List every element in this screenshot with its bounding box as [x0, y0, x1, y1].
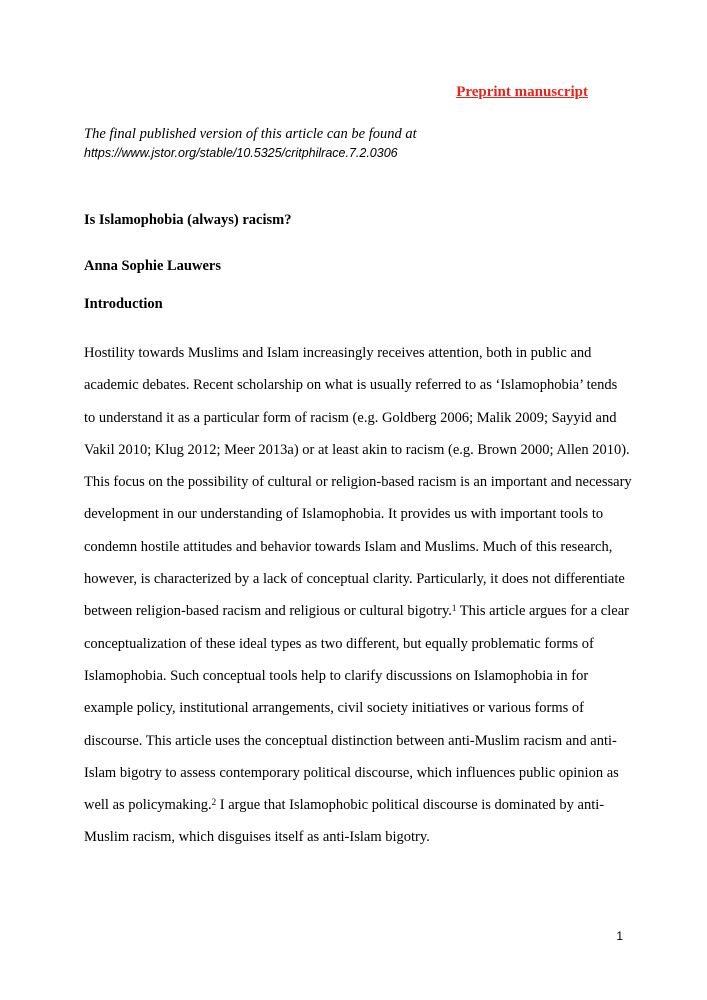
paragraph-line: example policy, institutional arrangements, civil society initiatives or various forms of	[84, 700, 584, 717]
paragraph-line: conceptualization of these ideal types as two different, but equally problematic forms of	[84, 635, 594, 652]
publication-note	[84, 125, 644, 163]
paragraph-line: Hostility towards Muslims and Islam increasingly receives attention, both in public and	[84, 345, 592, 361]
paragraph-line: Vakil 2010; Klug 2012; Meer 2013a) or at least akin to racism (e.g. Brown 2000; Allen 2010).	[84, 441, 630, 458]
paragraph-line: Islamophobia. Such conceptual tools help to clarify discussions on Islamophobia in for	[84, 667, 589, 684]
line-text: This article argues for a clear	[456, 603, 629, 620]
line-text: between religion-based racism and religious or cultural bigotry.	[84, 603, 452, 620]
paragraph-line: discourse. This article uses the conceptual distinction between anti-Muslim racism and anti-	[84, 732, 617, 749]
line-text: well as policymaking.	[84, 797, 212, 814]
paragraph-line: to understand it as a particular form of racism (e.g. Goldberg 2006; Malik 2009; Sayyid and	[84, 409, 617, 426]
publication-url[interactable]: https://www.jstor.org/stable/10.5325/critphilrace.7.2.0306	[84, 146, 398, 160]
paragraph-line: This focus on the possibility of cultural or religion-based racism is an important and necessary	[84, 474, 632, 491]
paragraph-line: however, is characterized by a lack of conceptual clarity. Particularly, it does not differentiate	[84, 571, 625, 588]
line-text: I argue that Islamophobic political discourse is dominated by anti-	[216, 797, 605, 814]
paragraph-line	[84, 789, 630, 821]
article-author: Anna Sophie Lauwers	[84, 258, 221, 274]
footnote-marker-2[interactable]: 2	[211, 797, 217, 808]
footnote-marker-1[interactable]: 1	[451, 603, 457, 614]
section-heading-introduction: Introduction	[84, 296, 163, 312]
page-number: 1	[616, 929, 623, 943]
body-paragraph	[84, 337, 630, 854]
publication-note-text: The final published version of this article can be found at	[84, 126, 417, 142]
paragraph-line: development in our understanding of Islamophobia. It provides us with important tools to	[84, 506, 604, 523]
paragraph-line: Islam bigotry to assess contemporary political discourse, which influences public opinion as	[84, 764, 619, 781]
preprint-label: Preprint manuscript	[456, 84, 588, 100]
paragraph-line: academic debates. Recent scholarship on what is usually referred to as ‘Islamophobia’ tends	[84, 377, 618, 394]
paragraph-line	[84, 595, 630, 627]
article-title: Is Islamophobia (always) racism?	[84, 212, 292, 228]
paragraph-line: condemn hostile attitudes and behavior towards Islam and Muslims. Much of this research,	[84, 538, 613, 555]
paragraph-line: Muslim racism, which disguises itself as anti-Islam bigotry.	[84, 829, 430, 846]
